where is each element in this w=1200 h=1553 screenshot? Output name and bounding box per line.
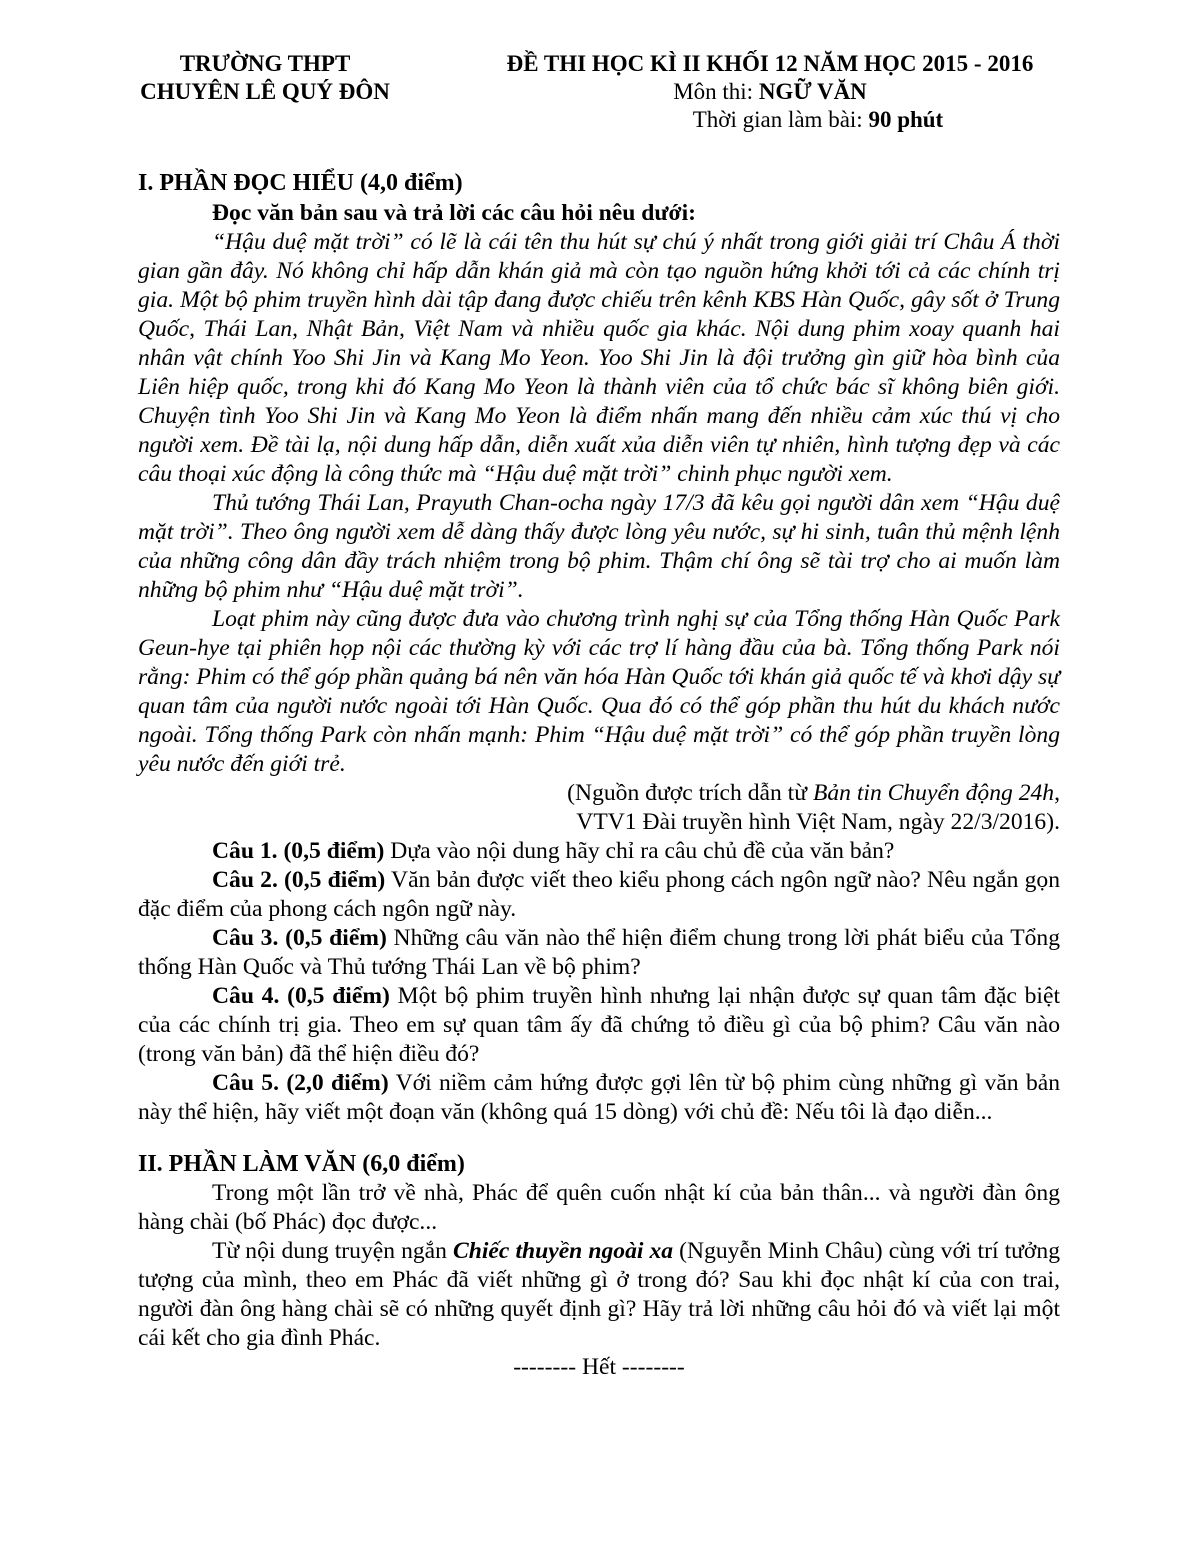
source-title: Bản tin Chuyển động 24h	[812, 780, 1055, 806]
subject-value: NGỮ VĂN	[758, 79, 867, 104]
question-1	[138, 837, 1060, 866]
passage-paragraph-2: Thủ tướng Thái Lan, Prayuth Chan-ocha ngày 17/3 đã kêu gọi người dân xem “Hậu duệ mặt trời”. Theo ông người xem dễ dàng thấy được lòng yêu nước, sự hi sinh, tuân thủ mệnh lệnh của những công dân đầy trách nhiệm trong bộ phim. Thậm chí ông sẽ tài trợ cho ai muốn làm những bộ phim như “Hậu duệ mặt trời”.	[138, 490, 1060, 603]
end-marker: -------- Hết --------	[513, 1354, 685, 1380]
question-4-text: Một bộ phim truyền hình nhưng lại nhận được sự quan tâm đặc biệt của các chính trị gia. Theo em sự quan tâm ấy đã chứng tỏ điều gì của bộ phim? Câu văn nào (trong văn bản) đã thể hiện điều đó?	[138, 983, 1060, 1067]
source-prefix: (Nguồn được trích dẫn từ	[567, 780, 813, 806]
part-2-rest: (Nguyễn Minh Châu) cùng với trí tưởng tượng của mình, theo em Phác đã viết những gì ở trong đó? Sau khi đọc nhật kí của con trai, người đàn ông hàng chài sẽ có những quyết định gì? Hãy trả lời những câu hỏi đó và viết lại một cái kết cho gia đình Phác.	[138, 1238, 1060, 1351]
subject-label: Môn thi:	[673, 79, 759, 104]
question-5	[138, 1069, 1060, 1127]
part-2-paragraph-2	[138, 1237, 1060, 1353]
exam-title: ĐỀ THI HỌC KÌ II KHỐI 12 NĂM HỌC 2015 - 2016	[506, 51, 1034, 76]
question-1-label: Câu 1. (0,5 điểm)	[212, 838, 385, 864]
exam-header	[470, 50, 1070, 134]
question-3-text: Những câu văn nào thể hiện điểm chung trong lời phát biểu của Tổng thống Hàn Quốc và Thủ tướng Thái Lan về bộ phim?	[138, 925, 1061, 980]
question-2-text: Văn bản được viết theo kiểu phong cách ngôn ngữ nào? Nêu ngắn gọn đặc điểm của phong cách ngôn ngữ này.	[138, 867, 1061, 922]
question-3-label: Câu 3. (0,5 điểm)	[212, 925, 387, 951]
passage-paragraph-3: Loạt phim này cũng được đưa vào chương trình nghị sự của Tổng thống Hàn Quốc Park Geun-hye tại phiên họp nội các thường kỳ với các trợ lí hàng đầu của bà. Tổng thống Park nói rằng: Phim có thể góp phần quảng bá nên văn hóa Hàn Quốc tới khán giả quốc tế và khơi dậy sự quan tâm của người nước ngoài tới Hàn Quốc. Qua đó có thể góp phần thu hút du khách nước ngoài. Tổng thống Park còn nhấn mạnh: Phim “Hậu duệ mặt trời” có thể góp phần truyền lòng yêu nước đến giới trẻ.	[138, 606, 1061, 777]
school-line-2: CHUYÊN LÊ QUÝ ĐÔN	[140, 79, 390, 104]
source-comma: ,	[1054, 780, 1060, 806]
school-header	[120, 50, 410, 106]
question-5-text: Với niềm cảm hứng được gợi lên từ bộ phim cùng những gì văn bản này thể hiện, hãy viết một đoạn văn (không quá 15 dòng) với chủ đề: Nếu tôi là đạo diễn...	[138, 1070, 1061, 1125]
exam-content	[138, 168, 1060, 1382]
passage-source	[138, 779, 1060, 808]
school-line-1: TRƯỜNG THPT	[179, 51, 351, 76]
part-1-title: I. PHẦN ĐỌC HIỂU (4,0 điểm)	[138, 170, 463, 196]
time-value: 90 phút	[868, 107, 944, 132]
passage-source-line-2: VTV1 Đài truyền hình Việt Nam, ngày 22/3/2016).	[576, 809, 1060, 835]
time-line	[470, 106, 1070, 134]
question-1-text: Dựa vào nội dung hãy chỉ ra câu chủ đề của văn bản?	[384, 838, 895, 864]
time-label: Thời gian làm bài:	[692, 107, 869, 132]
work-title: Chiếc thuyền ngoài xa	[453, 1238, 674, 1264]
passage-paragraph-1: “Hậu duệ mặt trời” có lẽ là cái tên thu hút sự chú ý nhất trong giới giải trí Châu Á thời gian gần đây. Nó không chỉ hấp dẫn khán giả mà còn tạo nguồn hứng khởi tới cả các chính trị gia. Một bộ phim truyền hình dài tập đang được chiếu trên kênh KBS Hàn Quốc, gây sốt ở Trung Quốc, Thái Lan, Nhật Bản, Việt Nam và nhiều quốc gia khác. Nội dung phim xoay quanh hai nhân vật chính Yoo Shi Jin và Kang Mo Yeon. Yoo Shi Jin là đội trưởng gìn giữ hòa bình của Liên hiệp quốc, trong khi đó Kang Mo Yeon là thành viên của tổ chức bác sĩ không biên giới. Chuyện tình Yoo Shi Jin và Kang Mo Yeon là điểm nhấn mang đến nhiều cảm xúc thú vị cho người xem. Đề tài lạ, nội dung hấp dẫn, diễn xuất xủa diễn viên tự nhiên, hình tượng đẹp và các câu thoại xúc động là công thức mà “Hậu duệ mặt trời” chinh phục người xem.	[138, 229, 1060, 487]
part-2-title: II. PHẦN LÀM VĂN (6,0 điểm)	[138, 1151, 465, 1177]
question-4	[138, 982, 1060, 1069]
part-2-prefix: Từ nội dung truyện ngắn	[212, 1238, 454, 1264]
question-4-label: Câu 4. (0,5 điểm)	[212, 983, 390, 1009]
part-2-paragraph-1: Trong một lần trở về nhà, Phác để quên cuốn nhật kí của bản thân... và người đàn ông hàng chài (bố Phác) đọc được...	[138, 1180, 1060, 1235]
part-1-instruction: Đọc văn bản sau và trả lời các câu hỏi nêu dưới:	[212, 200, 697, 226]
question-2	[138, 866, 1060, 924]
question-3	[138, 924, 1060, 982]
subject-line	[470, 78, 1070, 106]
question-2-label: Câu 2. (0,5 điểm)	[212, 867, 386, 893]
question-5-label: Câu 5. (2,0 điểm)	[212, 1070, 389, 1096]
